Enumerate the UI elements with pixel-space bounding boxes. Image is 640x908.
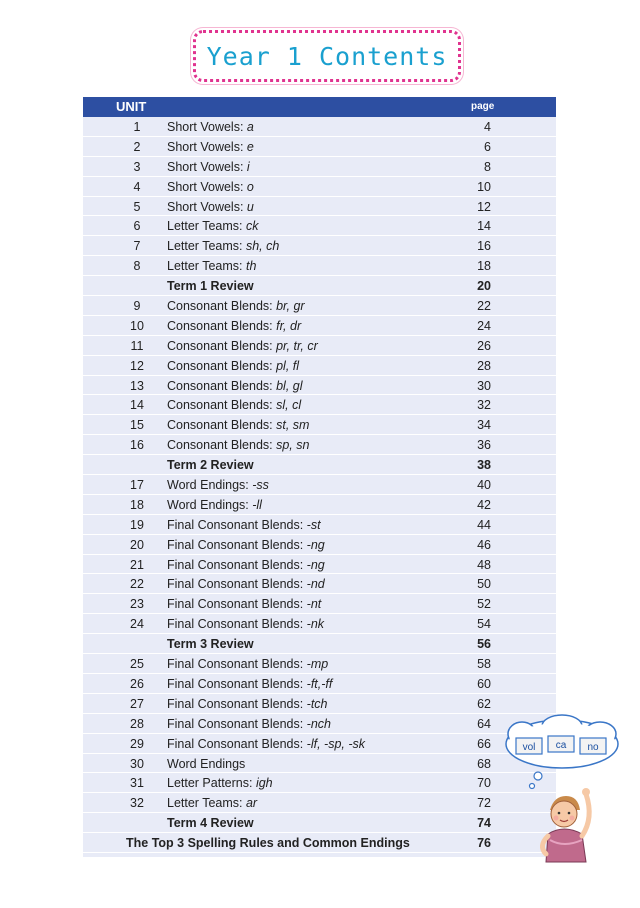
unit-title [167,617,324,631]
unit-title [167,776,273,790]
unit-title-pattern: sp, sn [276,438,310,453]
unit-title [167,637,254,651]
unit-title-pattern: pl, fl [276,358,300,373]
unit-title [167,757,245,771]
unit-title-pattern: -ng [306,537,325,552]
table-row [83,256,556,276]
unit-title [167,597,321,611]
table-row [83,793,556,813]
page-number: 8 [484,159,491,174]
unit-title [167,140,254,154]
unit-title [167,239,279,253]
unit-title-label: Consonant Blends: [167,438,277,453]
unit-title-label: Final Consonant Blends: [167,617,307,632]
unit-title [126,836,410,850]
unit-title-label: Letter Patterns: [167,776,256,791]
page-number: 14 [477,219,491,234]
page-column-header: page [471,101,495,112]
unit-title [167,279,254,293]
unit-title-pattern: igh [255,776,273,791]
page-number: 72 [477,796,491,811]
unit-number: 10 [130,318,144,333]
unit-number: 18 [130,497,144,512]
unit-title-label: Final Consonant Blends: [167,557,307,572]
review-row [83,276,556,296]
table-row [83,435,556,455]
unit-number: 2 [133,139,141,154]
page-number: 48 [477,557,491,572]
page-number: 30 [477,378,491,393]
unit-title-pattern: -tch [306,696,328,711]
unit-number: 5 [133,199,141,214]
child-figure [542,788,590,862]
unit-title [167,379,303,393]
unit-title [167,577,325,591]
unit-number: 23 [130,597,144,612]
unit-title [167,359,299,373]
unit-title-pattern: -nt [306,597,322,612]
unit-column-header: UNIT [116,99,147,114]
unit-title-pattern: sl, cl [276,398,302,413]
unit-title-pattern: -nch [306,716,331,731]
page-number: 58 [477,657,491,672]
unit-title-pattern: -nd [306,577,325,592]
page-number: 32 [477,398,491,413]
unit-title-label: Short Vowels: [167,139,247,154]
unit-title-label: Final Consonant Blends: [167,736,307,751]
unit-number: 1 [133,120,141,134]
table-row [83,177,556,197]
title-banner [193,30,461,82]
page-number: 46 [477,537,491,552]
table-row [83,157,556,177]
unit-title-label: Final Consonant Blends: [167,597,307,612]
unit-number: 29 [130,736,144,751]
unit-title-label: Consonant Blends: [167,358,277,373]
unit-title [167,219,258,233]
unit-title-pattern: -ss [252,478,269,493]
unit-title-pattern: -ft,-ff [306,676,333,691]
unit-number: 16 [130,438,144,453]
unit-number: 21 [130,557,144,572]
page-number: 16 [477,239,491,254]
page-number: 44 [477,517,491,532]
unit-title-label: Final Consonant Blends: [167,517,307,532]
unit-number: 28 [130,716,144,731]
unit-title-label: Letter Teams: [167,259,246,274]
unit-title-label: Letter Teams: [167,219,246,234]
unit-title-label: Word Endings [167,756,246,771]
unit-number: 32 [130,796,144,811]
unit-number: 30 [130,756,144,771]
unit-title [167,160,250,174]
table-header [83,97,556,117]
unit-title-pattern: e [246,139,254,154]
unit-number: 6 [133,219,141,234]
unit-title-label: Short Vowels: [167,199,247,214]
unit-title-label: Consonant Blends: [167,299,277,314]
unit-title-label: Letter Teams: [167,239,246,254]
page-number: 28 [477,358,491,373]
table-row [83,654,556,674]
unit-number: 9 [133,299,141,314]
table-row [83,574,556,594]
page-number: 76 [477,836,491,851]
unit-number: 12 [130,358,144,373]
unit-title-label: Word Endings: [167,497,253,512]
unit-title [167,299,305,313]
unit-title [167,717,331,731]
syllable-card-3: no [587,742,599,753]
unit-title-label: Word Endings: [167,478,253,493]
unit-number: 25 [130,657,144,672]
page-number: 52 [477,597,491,612]
unit-number: 4 [133,179,141,194]
page-number: 40 [477,478,491,493]
review-row [83,813,556,833]
unit-number: 22 [130,577,144,592]
unit-number: 27 [130,696,144,711]
unit-title [167,677,332,691]
table-row [83,614,556,634]
unit-title-pattern: pr, tr, cr [276,338,318,353]
unit-title-pattern: -st [306,517,321,532]
table-row [83,754,556,774]
page-number: 62 [477,696,491,711]
unit-title-pattern: -ll [252,497,262,512]
table-row [83,773,556,793]
page-number: 66 [477,736,491,751]
unit-title [167,478,269,492]
syllable-card-2: ca [555,740,567,751]
unit-number: 24 [130,617,144,632]
table-row [83,475,556,495]
unit-title [167,180,254,194]
unit-title-label: Term 4 Review [167,816,254,831]
unit-title-label: Final Consonant Blends: [167,696,307,711]
contents-table [83,97,556,857]
unit-number: 15 [130,418,144,433]
page-number: 54 [477,617,491,632]
unit-number: 8 [133,259,141,274]
unit-title [167,339,318,353]
child-thinking-illustration [502,714,622,864]
page-number: 12 [477,199,491,214]
unit-number: 3 [133,159,141,174]
unit-title [167,518,321,532]
unit-title-label: Consonant Blends: [167,318,277,333]
page-number: 34 [477,418,491,433]
unit-title-label: Final Consonant Blends: [167,537,307,552]
page-number: 60 [477,676,491,691]
table-body [83,117,556,853]
unit-title [167,796,257,810]
table-row [83,555,556,575]
unit-title-label: The Top 3 Spelling Rules and Common Endings [126,836,410,851]
table-row [83,376,556,396]
review-row [83,455,556,475]
table-row [83,674,556,694]
table-row [83,336,556,356]
unit-title [167,737,365,751]
unit-title [167,259,256,273]
syllable-card-1: vol [522,742,536,753]
table-row [83,216,556,236]
page-title: Year 1 Contents [206,41,448,71]
unit-title-pattern: fr, dr [276,318,302,333]
unit-title-pattern: u [246,199,254,214]
unit-title-label: Final Consonant Blends: [167,676,307,691]
unit-title [167,438,309,452]
unit-title-pattern: i [246,159,250,174]
table-row [83,356,556,376]
unit-title-label: Consonant Blends: [167,398,277,413]
unit-number: 14 [130,398,144,413]
table-row [83,694,556,714]
unit-title [167,538,325,552]
unit-title [167,120,254,134]
unit-title-label: Term 1 Review [167,279,254,294]
unit-title-pattern: st, sm [276,418,310,433]
unit-title-label: Final Consonant Blends: [167,716,307,731]
page-number: 68 [477,756,491,771]
table-row [83,236,556,256]
unit-title [167,418,309,432]
unit-number: 26 [130,676,144,691]
table-row [83,316,556,336]
unit-title-label: Consonant Blends: [167,418,277,433]
unit-title-pattern: -nk [306,617,325,632]
unit-number: 7 [133,239,141,254]
page-number: 22 [477,299,491,314]
unit-title-pattern: th [245,259,257,274]
page-number: 50 [477,577,491,592]
table-row [83,734,556,754]
page-number: 64 [477,716,491,731]
unit-title [167,816,254,830]
unit-title-pattern: o [246,179,254,194]
unit-title [167,200,254,214]
unit-title [167,458,254,472]
unit-title-pattern: -ng [306,557,325,572]
unit-title [167,697,328,711]
unit-title-label: Consonant Blends: [167,378,277,393]
unit-number: 20 [130,537,144,552]
unit-title [167,319,301,333]
page-number: 4 [484,120,491,134]
unit-title-label: Final Consonant Blends: [167,657,307,672]
table-row [83,495,556,515]
page-number: 38 [477,458,491,473]
page-number: 74 [477,816,491,831]
unit-title-label: Short Vowels: [167,179,247,194]
table-row [83,415,556,435]
unit-title-pattern: a [246,120,254,134]
review-row [83,833,556,853]
unit-title-pattern: sh, ch [245,239,280,254]
unit-title-pattern: -lf, -sp, -sk [306,736,366,751]
unit-title-pattern: ck [245,219,259,234]
unit-number: 13 [130,378,144,393]
unit-title [167,558,325,572]
unit-title-label: Final Consonant Blends: [167,577,307,592]
unit-title-pattern: -mp [306,657,329,672]
page-number: 6 [484,139,491,154]
unit-title-pattern: br, gr [276,299,305,314]
unit-number: 11 [130,338,144,353]
unit-title-pattern: bl, gl [276,378,303,393]
review-row [83,634,556,654]
page-number: 18 [477,259,491,274]
page-number: 20 [477,279,491,294]
page-number: 36 [477,438,491,453]
page-number: 42 [477,497,491,512]
table-row [83,117,556,137]
unit-title-label: Term 3 Review [167,637,254,652]
table-row [83,515,556,535]
unit-number: 31 [130,776,144,791]
unit-number: 17 [130,478,144,493]
page-number: 26 [477,338,491,353]
page-number: 24 [477,318,491,333]
unit-title-label: Short Vowels: [167,120,247,134]
unit-title [167,498,262,512]
unit-number: 19 [130,517,144,532]
unit-title [167,398,301,412]
page-number: 56 [477,637,491,652]
table-row [83,594,556,614]
table-row [83,714,556,734]
table-row [83,296,556,316]
syllable-cards [516,736,606,754]
unit-title-pattern: ar [245,796,258,811]
page-number: 10 [477,179,491,194]
table-row [83,137,556,157]
page-number: 70 [477,776,491,791]
unit-title-label: Short Vowels: [167,159,247,174]
unit-title-label: Term 2 Review [167,458,254,473]
table-row [83,395,556,415]
unit-title [167,657,328,671]
table-row [83,535,556,555]
unit-title-label: Letter Teams: [167,796,246,811]
unit-title-label: Consonant Blends: [167,338,277,353]
table-row [83,197,556,217]
